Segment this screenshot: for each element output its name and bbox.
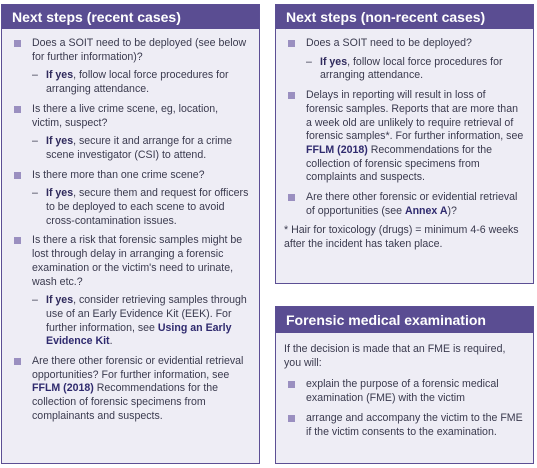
fme-intro: If the decision is made that an FME is required, you will: bbox=[284, 343, 506, 369]
list-item: Are there other forensic or evidential retrieval of opportunities (see Annex A)? bbox=[284, 191, 525, 218]
list-item: Is there a live crime scene, eg, location, victim, suspect? – If yes, secure it and arrange for a crime scene investigator (CSI) to attend. bbox=[10, 103, 251, 163]
annex-a-link[interactable]: Annex A bbox=[404, 204, 448, 217]
square-bullet-icon bbox=[14, 358, 21, 365]
fme-title: Forensic medical examination bbox=[276, 307, 533, 333]
list-item: Delays in reporting will result in loss of forensic samples. Reports that are more than a week old are unlikely to require retrieval of forensic samples*. For further information, see FFLM (2018) Recommendations for the collection of forensic specimens from complaints and suspects. bbox=[284, 89, 525, 185]
list-item: explain the purpose of a forensic medical examination (FME) with the victim bbox=[284, 378, 525, 405]
square-bullet-icon bbox=[288, 415, 295, 422]
fflm-link[interactable]: FFLM (2018) bbox=[306, 143, 368, 156]
square-bullet-icon bbox=[288, 92, 295, 99]
square-bullet-icon bbox=[14, 172, 21, 179]
non-recent-cases-title: Next steps (non-recent cases) bbox=[276, 5, 533, 29]
square-bullet-icon bbox=[288, 194, 295, 201]
square-bullet-icon bbox=[288, 40, 295, 47]
square-bullet-icon bbox=[14, 106, 21, 113]
non-recent-cases-panel bbox=[275, 4, 534, 284]
recent-cases-title: Next steps (recent cases) bbox=[2, 5, 259, 29]
list-item: Is there a risk that forensic samples might be lost through delay in arranging a forensic examination or the victim's need to urinate, wash etc.? – If yes, consider retrieving samples through use of an Early Evidence Kit (EEK). For further information, see Using an Early Evidence Kit. bbox=[10, 234, 251, 349]
list-item: Does a SOIT need to be deployed (see below for further information)? – If yes, follow local force procedures for arranging attendance. bbox=[10, 37, 251, 97]
recent-cases-panel bbox=[1, 4, 260, 464]
square-bullet-icon bbox=[288, 381, 295, 388]
square-bullet-icon bbox=[14, 40, 21, 47]
fflm-link[interactable]: FFLM (2018) bbox=[32, 382, 94, 395]
square-bullet-icon bbox=[14, 237, 21, 244]
early-evidence-kit-link[interactable]: Using an Early Evidence Kit bbox=[46, 321, 232, 348]
list-item: Does a SOIT need to be deployed? – If yes, follow local force procedures for arranging attendance. bbox=[284, 37, 525, 83]
list-item: arrange and accompany the victim to the FME if the victim consents to the examination. bbox=[284, 412, 525, 439]
list-item: Is there more than one crime scene? – If yes, secure them and request for officers to be deployed to each scene to avoid cross-contamination issues. bbox=[10, 169, 251, 229]
fme-panel bbox=[275, 306, 534, 464]
footnote: * Hair for toxicology (drugs) = minimum 4-6 weeks after the incident has taken place. bbox=[284, 224, 519, 251]
list-item: Are there other forensic or evidential retrieval opportunities? For further information, see FFLM (2018) Recommendations for the collection of forensic specimens from complainants and suspects. bbox=[10, 355, 251, 424]
